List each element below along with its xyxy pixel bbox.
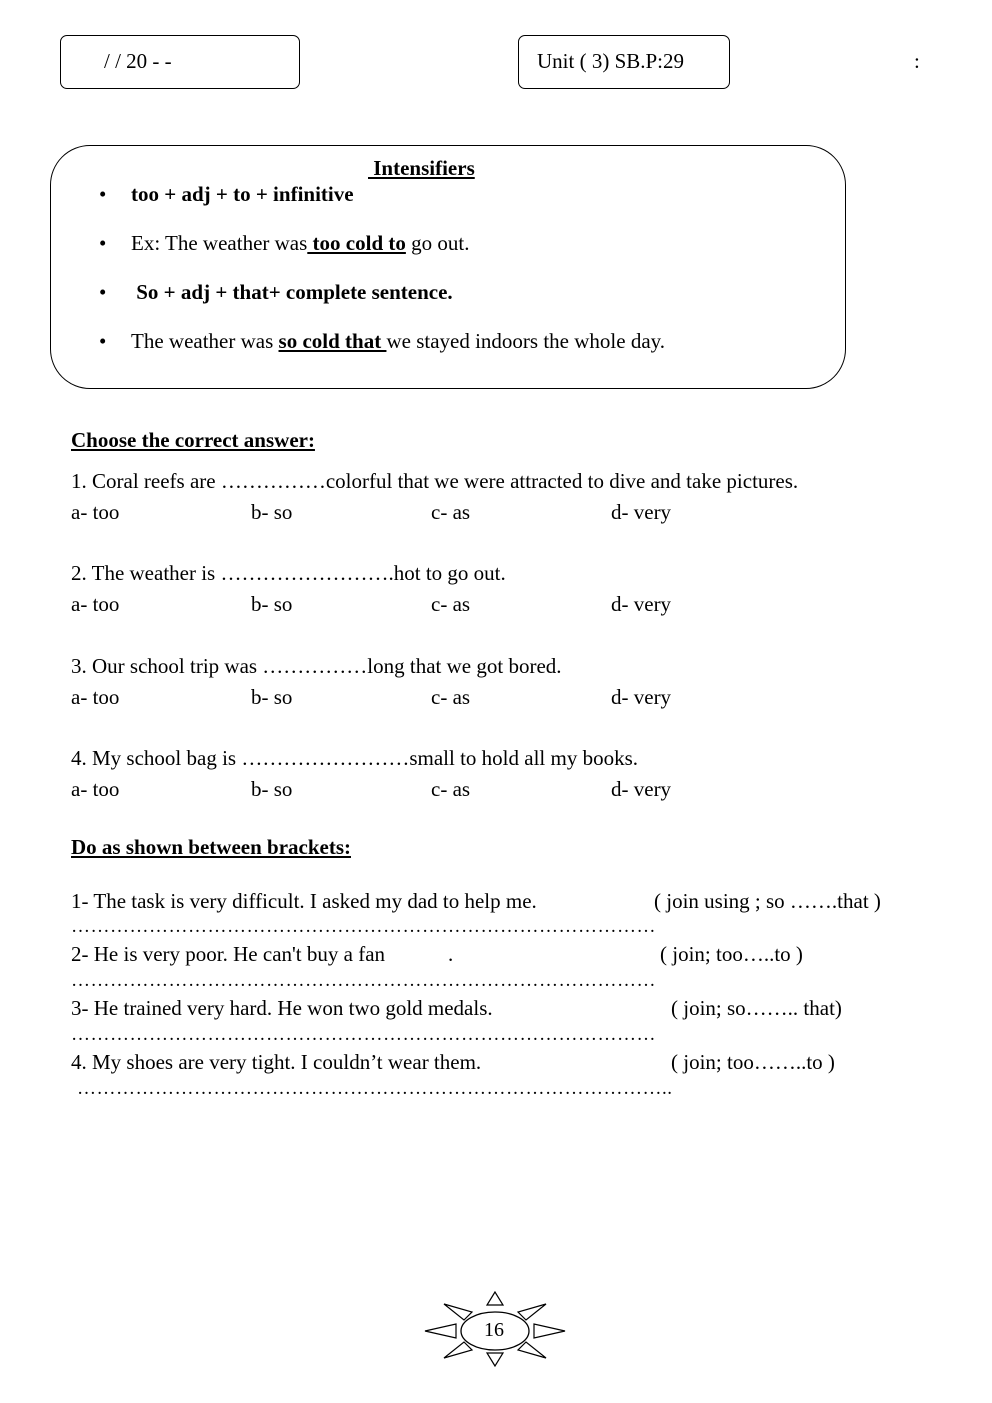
question-2-option-c[interactable]: c- as <box>431 592 471 616</box>
question-4-option-b[interactable]: b- so <box>251 777 293 801</box>
exercise-3-answer-line[interactable]: ……………………………………………………………………………… <box>71 1024 656 1045</box>
rule-text: Ex: The weather was <box>131 231 308 255</box>
exercise-3-sentence: 3- He trained very hard. He won two gold medals. <box>71 996 493 1020</box>
page-number-badge <box>420 1290 570 1370</box>
header-colon: : <box>914 49 920 73</box>
rule-text: So + adj + that+ complete sentence. <box>131 280 453 304</box>
exercise-2-sentence: 2- He is very poor. He can't buy a fan . <box>71 942 454 966</box>
question-4-option-d[interactable]: d- very <box>611 777 672 801</box>
rule-item <box>95 280 665 329</box>
date-text: / / 20 - - <box>104 49 172 73</box>
page-number: 16 <box>484 1319 504 1341</box>
question-1-option-d[interactable]: d- very <box>611 500 672 524</box>
bullet-icon: • <box>99 329 107 353</box>
question-3-option-b[interactable]: b- so <box>251 685 293 709</box>
question-1-option-c[interactable]: c- as <box>431 500 471 524</box>
bullet-icon: • <box>99 182 107 206</box>
rule-item <box>95 231 665 280</box>
section1-heading: Choose the correct answer: <box>71 428 315 452</box>
rule-highlight: so cold that <box>278 329 387 353</box>
date-box <box>60 35 300 89</box>
question-1-text: 1. Coral reefs are ……………colorful that we were attracted to dive and take pictures. <box>71 469 799 493</box>
exercise-4-instruction: ( join; too……..to ) <box>671 1050 835 1074</box>
rule-text: we stayed indoors the whole day. <box>386 329 666 353</box>
question-3-text: 3. Our school trip was ……………long that we got bored. <box>71 654 562 678</box>
exercise-3-instruction: ( join; so…….. that) <box>671 996 842 1020</box>
bullet-icon: • <box>99 231 107 255</box>
rule-highlight: too cold to <box>307 231 406 255</box>
question-4-option-a[interactable]: a- too <box>71 777 120 801</box>
rule-text: go out. <box>405 231 470 255</box>
question-1-option-a[interactable]: a- too <box>71 500 120 524</box>
rule-item <box>95 329 665 378</box>
bullet-icon: • <box>99 280 107 304</box>
question-3-option-c[interactable]: c- as <box>431 685 471 709</box>
exercise-4-answer-line[interactable]: ……………………………………………………………………………….. <box>77 1078 673 1099</box>
grammar-rules <box>95 182 665 378</box>
rule-text: too + adj + to + infinitive <box>131 182 354 206</box>
exercise-1-answer-line[interactable]: ……………………………………………………………………………… <box>71 916 656 937</box>
question-2-option-b[interactable]: b- so <box>251 592 293 616</box>
question-4-text: 4. My school bag is ……………………small to hold all my books. <box>71 746 638 770</box>
section2-heading: Do as shown between brackets: <box>71 835 351 859</box>
exercise-4-sentence: 4. My shoes are very tight. I couldn’t wear them. <box>71 1050 482 1074</box>
question-1-option-b[interactable]: b- so <box>251 500 293 524</box>
rule-item <box>95 182 665 231</box>
question-4-option-c[interactable]: c- as <box>431 777 471 801</box>
question-2-option-d[interactable]: d- very <box>611 592 672 616</box>
exercise-1-sentence: 1- The task is very difficult. I asked my dad to help me. <box>71 889 537 913</box>
unit-text: Unit ( 3) SB.P:29 <box>537 49 685 73</box>
question-3-option-a[interactable]: a- too <box>71 685 120 709</box>
question-2-option-a[interactable]: a- too <box>71 592 120 616</box>
question-3-option-d[interactable]: d- very <box>611 685 672 709</box>
exercise-2-instruction: ( join; too…..to ) <box>660 942 803 966</box>
rule-text: The weather was <box>131 329 279 353</box>
question-2-text: 2. The weather is …………………….hot to go out. <box>71 561 506 585</box>
grammar-title: Intensifiers <box>368 156 475 180</box>
exercise-1-instruction: ( join using ; so …….that ) <box>654 889 881 913</box>
exercise-2-answer-line[interactable]: ……………………………………………………………………………… <box>71 970 656 991</box>
